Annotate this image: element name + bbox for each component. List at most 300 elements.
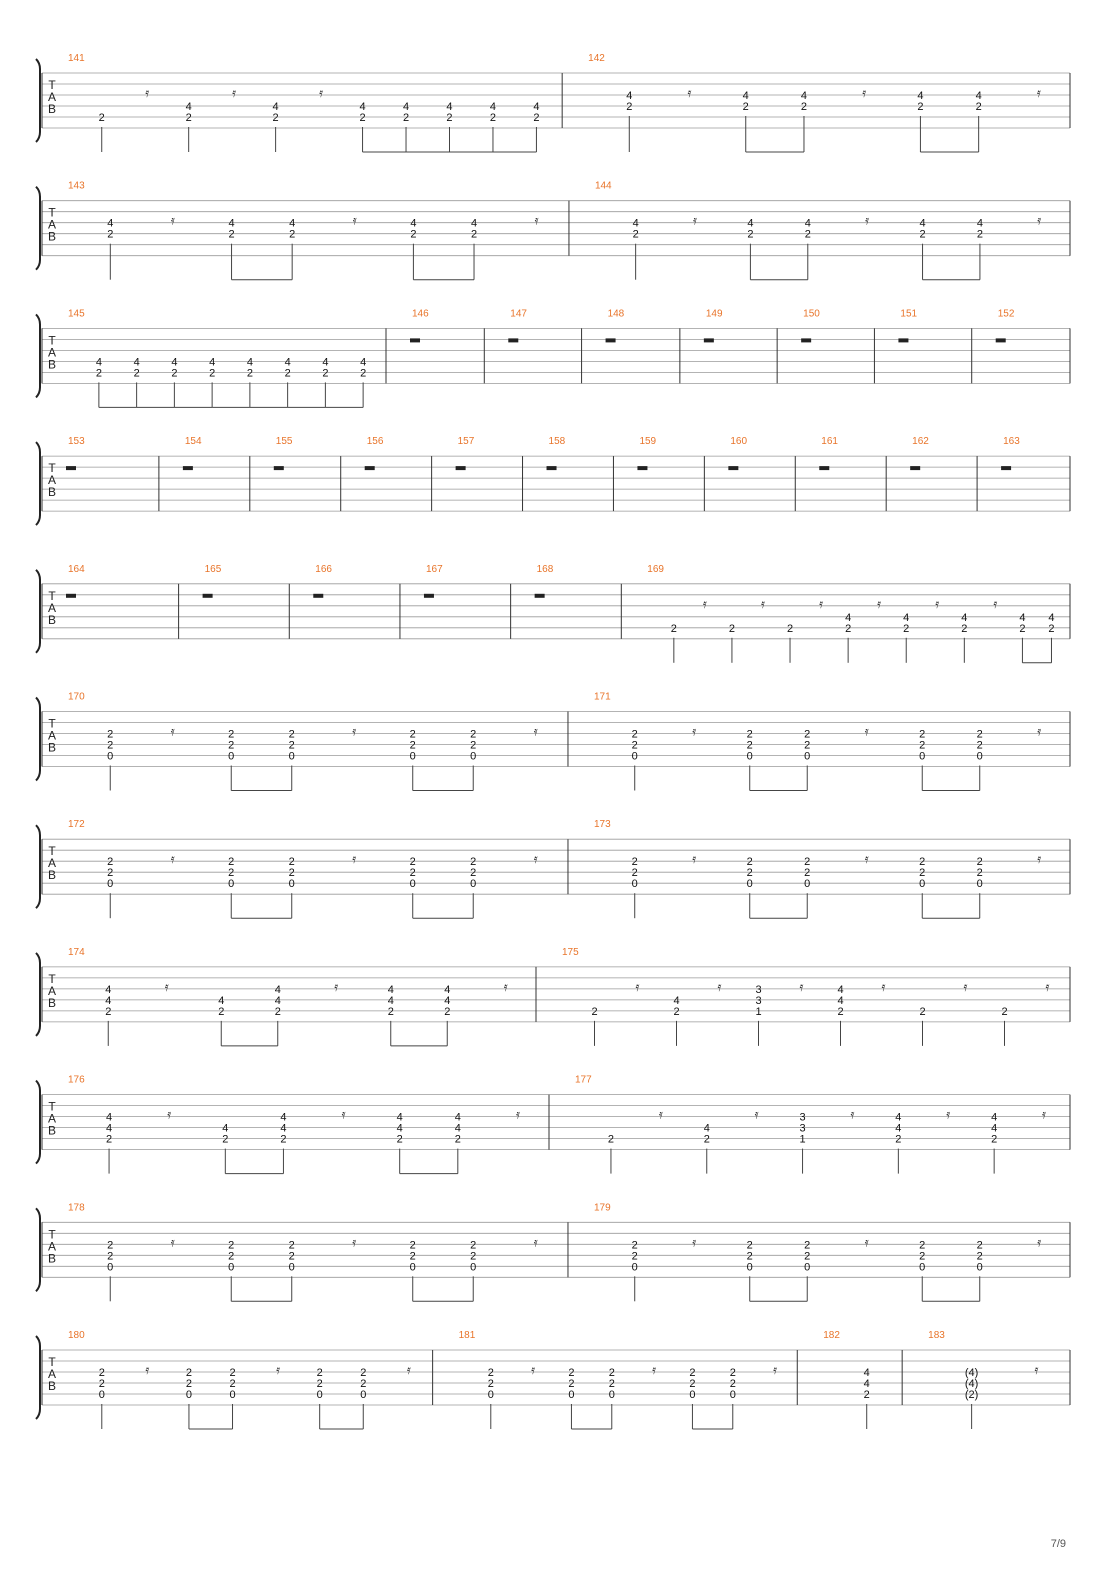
fret-number: 2 xyxy=(470,856,477,869)
whole-rest xyxy=(313,594,323,598)
fret-number: 4 xyxy=(272,101,279,113)
fret-number: 4 xyxy=(991,1111,998,1124)
fret-number: 2 xyxy=(359,112,366,124)
tab-clef-letter: B xyxy=(47,740,57,755)
measure-number: 141 xyxy=(68,53,85,64)
fret-number: 2 xyxy=(1019,622,1026,635)
fret-number: 4 xyxy=(396,1122,403,1135)
fret-number: 2 xyxy=(976,1250,983,1263)
tab-clef-letter: A xyxy=(47,856,57,871)
fret-number: 2 xyxy=(786,622,794,635)
fret-number: 2 xyxy=(895,1133,902,1146)
fret-number: 2 xyxy=(728,622,735,635)
fret-number: 2 xyxy=(919,728,926,741)
sixteenth-rest: 𝄿 xyxy=(352,213,357,229)
system-bracket xyxy=(36,953,40,1036)
fret-number: 0 xyxy=(228,750,235,763)
tab-clef-letter: B xyxy=(47,1379,57,1393)
measure-number: 145 xyxy=(68,308,85,320)
fret-number: 2 xyxy=(487,1378,494,1390)
measure-number: 150 xyxy=(803,308,820,320)
fret-number: 4 xyxy=(387,983,394,996)
measure-number: 151 xyxy=(900,308,918,320)
whole-rest xyxy=(637,466,647,470)
measure-number: 168 xyxy=(536,563,554,575)
sixteenth-rest: 𝄿 xyxy=(531,1363,536,1378)
tab-clef-letter: A xyxy=(47,90,57,104)
fret-number: 2 xyxy=(272,112,279,124)
sixteenth-rest: 𝄿 xyxy=(692,724,697,740)
fret-number: 2 xyxy=(837,1005,844,1018)
fret-number: 2 xyxy=(98,112,105,124)
fret-number: 0 xyxy=(919,878,926,891)
whole-rest xyxy=(728,466,738,470)
fret-number: 2 xyxy=(903,622,910,635)
fret-number: 0 xyxy=(804,750,811,763)
tab-clef-letter: B xyxy=(47,1123,57,1138)
fret-number: 4 xyxy=(863,1378,870,1390)
fret-number: 4 xyxy=(105,983,112,996)
fret-number: 0 xyxy=(746,878,753,891)
fret-number: 4 xyxy=(804,217,811,230)
measure-number: 157 xyxy=(457,436,475,448)
tab-clef-letter: B xyxy=(47,995,57,1010)
sixteenth-rest: 𝄿 xyxy=(503,979,508,995)
sixteenth-rest: 𝄿 xyxy=(877,596,882,612)
fret-number: 2 xyxy=(229,1378,236,1390)
fret-number: 4 xyxy=(533,101,540,113)
fret-number: 2 xyxy=(185,1378,193,1390)
fret-number: 0 xyxy=(228,1261,235,1274)
fret-number: 2 xyxy=(470,728,477,741)
fret-number: 4 xyxy=(106,1111,113,1124)
sixteenth-rest: 𝄿 xyxy=(773,1363,778,1378)
measure-number: 167 xyxy=(425,563,443,575)
measure-number: 159 xyxy=(639,436,657,448)
fret-number: 0 xyxy=(608,1389,615,1401)
tab-clef-letter: A xyxy=(47,1239,57,1254)
fret-number: 4 xyxy=(274,983,281,996)
fret-number: 2 xyxy=(444,1005,451,1018)
fret-number: 4 xyxy=(222,1122,229,1135)
fret-number: 4 xyxy=(185,101,192,113)
fret-number: 2 xyxy=(631,1250,638,1263)
measure-number: 170 xyxy=(68,691,85,703)
fret-number: 4 xyxy=(845,611,852,624)
measure-number: 175 xyxy=(562,946,579,958)
fret-number: 2 xyxy=(402,112,410,124)
fret-number: 2 xyxy=(98,1367,105,1379)
measure-number: 146 xyxy=(412,308,429,320)
sixteenth-rest: 𝄿 xyxy=(717,979,722,995)
fret-number: 4 xyxy=(246,356,253,369)
fret-number: 2 xyxy=(107,739,114,752)
fret-number: 2 xyxy=(626,101,633,113)
measure-number: 181 xyxy=(458,1330,476,1341)
sixteenth-rest: 𝄿 xyxy=(533,1235,538,1251)
whole-rest xyxy=(410,338,420,342)
fret-number: 2 xyxy=(316,1378,323,1390)
tab-clef-letter: B xyxy=(47,1251,57,1266)
fret-number: 0 xyxy=(470,1261,477,1274)
whole-rest xyxy=(535,594,545,598)
fret-number: 4 xyxy=(742,90,749,102)
system-bracket xyxy=(36,1081,40,1164)
fret-number: 2 xyxy=(976,856,983,869)
fret-number: 2 xyxy=(105,1005,112,1018)
sixteenth-rest: 𝄿 xyxy=(319,86,324,101)
tab-clef-letter: A xyxy=(47,345,57,360)
fret-number: 2 xyxy=(107,728,114,741)
fret-number: 2 xyxy=(171,367,178,380)
fret-number: 2 xyxy=(470,1239,477,1252)
tab-clef-letter: B xyxy=(47,357,57,372)
system-bracket xyxy=(36,59,40,142)
sixteenth-rest: 𝄿 xyxy=(1037,1235,1042,1251)
fret-number: 0 xyxy=(360,1389,367,1401)
tab-clef-letter: B xyxy=(47,229,57,244)
fret-number: 2 xyxy=(228,1250,235,1263)
sixteenth-rest: 𝄿 xyxy=(635,979,640,995)
fret-number: 2 xyxy=(280,1133,287,1146)
measure-number: 169 xyxy=(647,563,664,575)
fret-number: 4 xyxy=(454,1122,461,1135)
sixteenth-rest: 𝄿 xyxy=(352,1235,357,1251)
fret-number: 2 xyxy=(185,1367,193,1379)
fret-number: 4 xyxy=(1048,611,1055,624)
fret-number: 2 xyxy=(409,867,416,880)
fret-number: 2 xyxy=(1001,1005,1008,1018)
measure-number: 153 xyxy=(68,436,85,448)
measure-number: 166 xyxy=(315,563,332,575)
fret-number: 4 xyxy=(919,217,926,230)
fret-number: 0 xyxy=(729,1389,736,1401)
whole-rest xyxy=(183,466,193,470)
sixteenth-rest: 𝄿 xyxy=(658,1107,663,1123)
sixteenth-rest: 𝄿 xyxy=(652,1363,657,1378)
fret-number: 2 xyxy=(288,1250,295,1263)
fret-number: 2 xyxy=(360,1378,367,1390)
fret-number: 4 xyxy=(454,1111,461,1124)
fret-number: 2 xyxy=(470,1250,477,1263)
fret-number: 2 xyxy=(804,228,811,241)
sixteenth-rest: 𝄿 xyxy=(687,86,692,101)
tab-clef-letter: T xyxy=(48,1099,56,1114)
sixteenth-rest: 𝄿 xyxy=(881,979,886,995)
sixteenth-rest: 𝄿 xyxy=(865,213,870,229)
fret-number: 4 xyxy=(105,994,112,1007)
fret-number: 4 xyxy=(289,217,296,230)
tab-clef-letter: T xyxy=(48,1227,56,1242)
system-bracket xyxy=(36,1208,40,1291)
sixteenth-rest: 𝄿 xyxy=(534,213,539,229)
fret-number: 4 xyxy=(626,90,633,102)
fret-number: 4 xyxy=(747,217,754,230)
sixteenth-rest: 𝄿 xyxy=(334,979,339,995)
fret-number: 0 xyxy=(229,1389,236,1401)
sixteenth-rest: 𝄿 xyxy=(1037,213,1042,229)
system-bracket xyxy=(36,825,40,908)
fret-number: 2 xyxy=(919,1239,926,1252)
sixteenth-rest: 𝄿 xyxy=(170,852,175,868)
fret-number: 0 xyxy=(228,878,235,891)
fret-number: 1 xyxy=(799,1133,806,1146)
sixteenth-rest: 𝄿 xyxy=(702,596,707,612)
sixteenth-rest: 𝄿 xyxy=(692,1235,697,1251)
fret-number: 2 xyxy=(976,728,983,741)
fret-number: 2 xyxy=(387,1005,394,1018)
fret-number: 2 xyxy=(746,1250,753,1263)
fret-number: 2 xyxy=(470,739,477,752)
fret-number: 2 xyxy=(568,1367,575,1379)
sixteenth-rest: 𝄿 xyxy=(145,1363,150,1378)
tab-clef-letter: A xyxy=(47,1111,57,1126)
fret-number: 4 xyxy=(359,101,366,113)
fret-number: 0 xyxy=(919,1261,926,1274)
fret-number: 4 xyxy=(284,356,291,369)
fret-number: 2 xyxy=(288,1239,295,1252)
fret-number: 2 xyxy=(631,856,638,869)
fret-number: 0 xyxy=(470,750,477,763)
fret-number: 4 xyxy=(396,1111,403,1124)
fret-number: 2 xyxy=(804,739,811,752)
fret-number: 2 xyxy=(446,112,453,124)
fret-number: 2 xyxy=(409,856,416,869)
fret-number: 2 xyxy=(975,101,982,113)
measure-number: 174 xyxy=(68,946,85,958)
fret-number: 0 xyxy=(316,1389,323,1401)
measure-number: 161 xyxy=(821,436,838,448)
sixteenth-rest: 𝄿 xyxy=(692,852,697,868)
fret-number: 1 xyxy=(755,1005,762,1018)
fret-number: 2 xyxy=(689,1378,696,1390)
fret-number: 0 xyxy=(409,750,416,763)
system-bracket xyxy=(36,1336,40,1419)
sixteenth-rest: 𝄿 xyxy=(533,852,538,868)
sixteenth-rest: 𝄿 xyxy=(1037,852,1042,868)
fret-number: 2 xyxy=(976,739,983,752)
fret-number: 2 xyxy=(288,739,295,752)
fret-number: 2 xyxy=(919,1005,926,1018)
whole-rest xyxy=(819,466,829,470)
measure-number: 148 xyxy=(607,308,625,320)
fret-number: 2 xyxy=(246,367,253,380)
fret-number: 4 xyxy=(444,983,451,996)
measure-number: 164 xyxy=(68,563,85,575)
fret-number: 4 xyxy=(837,994,844,1007)
fret-number: 2 xyxy=(396,1133,403,1146)
sixteenth-rest: 𝄿 xyxy=(963,979,968,995)
fret-number: 2 xyxy=(804,856,811,869)
measure-number: 172 xyxy=(68,819,85,831)
fret-number: 2 xyxy=(673,1005,680,1018)
fret-number: 2 xyxy=(107,1239,114,1252)
measure-number: 156 xyxy=(366,436,384,448)
fret-number: 2 xyxy=(729,1378,736,1390)
whole-rest xyxy=(456,466,466,470)
tab-clef-letter: T xyxy=(48,205,56,220)
measure-number: 182 xyxy=(823,1330,840,1341)
fret-number: 2 xyxy=(746,856,753,869)
measure-number: 162 xyxy=(912,436,929,448)
fret-number: 4 xyxy=(917,90,924,102)
whole-rest xyxy=(606,338,616,342)
fret-number: 0 xyxy=(107,1261,114,1274)
whole-rest xyxy=(203,594,213,598)
sixteenth-rest: 𝄿 xyxy=(946,1107,951,1123)
fret-number: 2 xyxy=(703,1133,710,1146)
fret-number: 2 xyxy=(228,728,235,741)
fret-number: 2 xyxy=(863,1389,870,1401)
fret-number: 2 xyxy=(746,728,753,741)
whole-rest xyxy=(365,466,375,470)
measure-number: 165 xyxy=(204,563,222,575)
fret-number: 0 xyxy=(631,878,638,891)
tab-clef-letter: T xyxy=(48,588,56,603)
whole-rest xyxy=(66,594,76,598)
sixteenth-rest: 𝄿 xyxy=(1034,1363,1039,1378)
measure-number: 144 xyxy=(594,180,612,192)
fret-number: 0 xyxy=(976,750,983,763)
fret-number: 4 xyxy=(961,611,968,624)
tab-clef-letter: T xyxy=(48,461,56,476)
tab-clef-letter: A xyxy=(47,217,57,232)
fret-number: 2 xyxy=(568,1378,575,1390)
page-number: 7/9 xyxy=(1050,1538,1066,1550)
sixteenth-rest: 𝄿 xyxy=(341,1107,346,1123)
fret-number: 2 xyxy=(360,1367,367,1379)
fret-number: 2 xyxy=(631,867,638,880)
fret-number: (4) xyxy=(964,1367,979,1379)
tab-clef-letter: B xyxy=(47,612,57,627)
measure-number: 171 xyxy=(593,691,611,703)
fret-number: 0 xyxy=(409,878,416,891)
fret-number: 4 xyxy=(410,217,417,230)
sixteenth-rest: 𝄿 xyxy=(1036,86,1041,101)
measure-number: 163 xyxy=(1003,436,1020,448)
fret-number: 0 xyxy=(919,750,926,763)
fret-number: 3 xyxy=(799,1111,806,1124)
fret-number: 2 xyxy=(288,867,295,880)
tab-clef-letter: A xyxy=(47,983,57,998)
fret-number: 2 xyxy=(228,1239,235,1252)
fret-number: 2 xyxy=(470,228,478,241)
sixteenth-rest: 𝄿 xyxy=(232,86,237,101)
sixteenth-rest: 𝄿 xyxy=(993,596,998,612)
fret-number: 4 xyxy=(387,994,394,1007)
fret-number: 2 xyxy=(487,1367,494,1379)
fret-number: 0 xyxy=(976,1261,983,1274)
fret-number: 2 xyxy=(919,228,926,241)
fret-number: 2 xyxy=(454,1133,461,1146)
fret-number: 2 xyxy=(289,228,296,241)
fret-number: 4 xyxy=(106,1122,113,1135)
fret-number: 4 xyxy=(976,217,983,230)
tab-clef-letter: T xyxy=(48,1355,56,1369)
fret-number: 4 xyxy=(895,1122,902,1135)
fret-number: 0 xyxy=(689,1389,696,1401)
fret-number: 0 xyxy=(185,1389,193,1401)
fret-number: 2 xyxy=(133,367,140,380)
tab-clef-letter: A xyxy=(47,728,57,743)
fret-number: 2 xyxy=(746,1239,753,1252)
fret-number: 2 xyxy=(288,728,295,741)
sixteenth-rest: 𝄿 xyxy=(164,979,169,995)
fret-number: 2 xyxy=(919,856,926,869)
fret-number: 0 xyxy=(107,750,114,763)
fret-number: 2 xyxy=(670,622,677,635)
fret-number: 2 xyxy=(804,1239,811,1252)
tab-clef-letter: T xyxy=(48,78,56,92)
sixteenth-rest: 𝄿 xyxy=(170,724,175,740)
fret-number: 0 xyxy=(631,750,638,763)
fret-number: 2 xyxy=(608,1367,615,1379)
fret-number: 4 xyxy=(903,611,910,624)
fret-number: 4 xyxy=(991,1122,998,1135)
fret-number: 2 xyxy=(742,101,749,113)
measure-number: 160 xyxy=(730,436,748,448)
sixteenth-rest: 𝄿 xyxy=(352,724,357,740)
fret-number: 2 xyxy=(107,867,114,880)
fret-number: 2 xyxy=(591,1005,598,1018)
fret-number: 4 xyxy=(800,90,808,102)
fret-number: 2 xyxy=(976,228,983,241)
fret-number: 4 xyxy=(446,101,453,113)
fret-number: 2 xyxy=(322,367,329,380)
fret-number: 4 xyxy=(107,217,114,230)
fret-number: 0 xyxy=(631,1261,638,1274)
fret-number: 2 xyxy=(631,739,638,752)
fret-number: 2 xyxy=(919,739,926,752)
fret-number: 0 xyxy=(98,1389,105,1401)
sixteenth-rest: 𝄿 xyxy=(864,852,869,868)
sixteenth-rest: 𝄿 xyxy=(864,724,869,740)
fret-number: 2 xyxy=(631,1239,638,1252)
measure-number: 183 xyxy=(928,1330,945,1341)
fret-number: 0 xyxy=(107,878,114,891)
fret-number: 2 xyxy=(607,1133,615,1146)
fret-number: 2 xyxy=(917,101,924,113)
sixteenth-rest: 𝄿 xyxy=(170,1235,175,1251)
fret-number: 0 xyxy=(568,1389,575,1401)
fret-number: 4 xyxy=(218,994,225,1007)
fret-number: 2 xyxy=(919,1250,926,1263)
fret-number: 2 xyxy=(470,867,477,880)
fret-number: 4 xyxy=(171,356,178,369)
fret-number: 4 xyxy=(402,101,410,113)
measure-number: 179 xyxy=(593,1202,611,1214)
measure-number: 177 xyxy=(575,1074,592,1086)
fret-number: 2 xyxy=(1048,622,1055,635)
tab-clef-letter: T xyxy=(48,333,56,348)
tab-clef-letter: B xyxy=(47,485,57,500)
whole-rest xyxy=(996,338,1006,342)
system-bracket xyxy=(36,442,40,525)
whole-rest xyxy=(66,466,76,470)
measure-number: 178 xyxy=(68,1202,85,1214)
fret-number: 0 xyxy=(288,878,295,891)
fret-number: 2 xyxy=(95,367,102,380)
measure-number: 143 xyxy=(68,180,85,192)
fret-number: 4 xyxy=(895,1111,902,1124)
sixteenth-rest: 𝄿 xyxy=(864,1235,869,1251)
fret-number: 4 xyxy=(975,90,982,102)
fret-number: 2 xyxy=(98,1378,105,1390)
fret-number: 3 xyxy=(755,983,762,996)
sixteenth-rest: 𝄿 xyxy=(819,596,824,612)
fret-number: 4 xyxy=(95,356,102,369)
fret-number: (4) xyxy=(964,1378,979,1390)
